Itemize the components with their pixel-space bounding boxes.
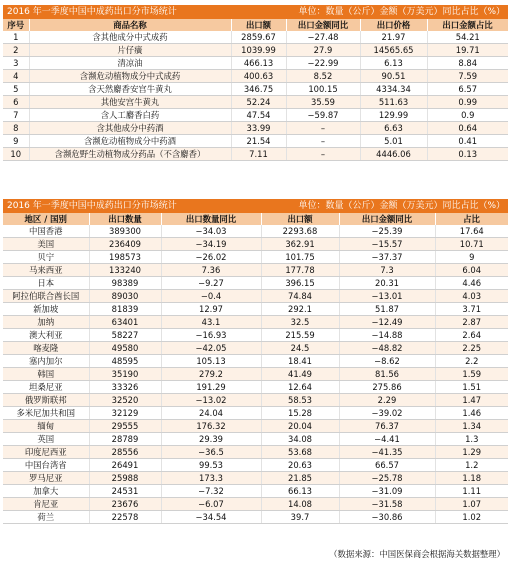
table-cell: 1.11: [435, 485, 508, 498]
table-cell: −41.35: [339, 446, 435, 459]
table-title-bar: [3, 199, 508, 213]
table-cell: 19.71: [427, 44, 508, 57]
table-cell: 66.13: [261, 485, 339, 498]
table-cell: −34.03: [161, 225, 261, 238]
header-value-share: 出口金额占比: [427, 19, 508, 31]
table-cell: −31.58: [339, 498, 435, 511]
table-cell: 129.99: [360, 109, 427, 122]
table-cell: 坦桑尼亚: [3, 381, 89, 394]
table-cell: 32.5: [261, 316, 339, 329]
table-row: [3, 420, 508, 433]
table-cell: −48.82: [339, 342, 435, 355]
table-cell: 39.7: [261, 511, 339, 524]
table-body: [3, 31, 508, 161]
table-row: [3, 316, 508, 329]
table-cell: 2.87: [435, 316, 508, 329]
table-title: 2016 年一季度中国中成药出口分市场统计: [3, 199, 261, 213]
table-cell: 24.5: [261, 342, 339, 355]
table-row: [3, 485, 508, 498]
table-cell: –: [286, 135, 360, 148]
table-cell: 1.46: [435, 407, 508, 420]
table-cell: 5.01: [360, 135, 427, 148]
table-cell: 10: [3, 148, 29, 161]
table-cell: 塞内加尔: [3, 355, 89, 368]
table-row: [3, 96, 508, 109]
table-cell: 362.91: [261, 238, 339, 251]
table-cell: −59.87: [286, 109, 360, 122]
table-cell: –: [286, 122, 360, 135]
table-cell: 215.59: [261, 329, 339, 342]
data-source-note: （数据来源：中国医保商会根据海关数据整理）: [329, 549, 505, 559]
table-row: [3, 368, 508, 381]
table-cell: 片仔癀: [29, 44, 231, 57]
table-cell: 2.29: [339, 394, 435, 407]
header-export-value: 出口额: [231, 19, 286, 31]
table-cell: 含其他成分中药酒: [29, 122, 231, 135]
table-cell: −42.05: [161, 342, 261, 355]
table-row: [3, 148, 508, 161]
header-share: 占比: [435, 213, 508, 225]
table-row: [3, 342, 508, 355]
table-cell: 33.99: [231, 122, 286, 135]
table-cell: −36.5: [161, 446, 261, 459]
header-export-value: 出口额: [261, 213, 339, 225]
table-header-row: [3, 213, 508, 225]
table-unit-note: 单位：数量（公斤）金额（万美元）同比占比（%）: [286, 5, 508, 19]
table-cell: 加拿大: [3, 485, 89, 498]
table-row: [3, 355, 508, 368]
table-row: [3, 459, 508, 472]
table-row: [3, 83, 508, 96]
table-title-bar: [3, 5, 508, 19]
table-cell: 缅甸: [3, 420, 89, 433]
table-cell: 4446.06: [360, 148, 427, 161]
table-cell: 52.24: [231, 96, 286, 109]
table-cell: −31.09: [339, 485, 435, 498]
table-cell: 2.25: [435, 342, 508, 355]
table-cell: 63401: [89, 316, 161, 329]
table-cell: 韩国: [3, 368, 89, 381]
table-cell: 21.97: [360, 31, 427, 44]
table-cell: 2: [3, 44, 29, 57]
table-cell: 美国: [3, 238, 89, 251]
table-cell: 8: [3, 122, 29, 135]
table-cell: 0.64: [427, 122, 508, 135]
table-cell: 100.15: [286, 83, 360, 96]
table-row: [3, 109, 508, 122]
table-cell: 176.32: [161, 420, 261, 433]
table-cell: 20.04: [261, 420, 339, 433]
table-cell: 8.52: [286, 70, 360, 83]
table-row: [3, 135, 508, 148]
table-cell: 35.59: [286, 96, 360, 109]
header-product-name: 商品名称: [29, 19, 231, 31]
table-cell: 28556: [89, 446, 161, 459]
table-cell: 32129: [89, 407, 161, 420]
table-row: [3, 381, 508, 394]
table-cell: 2859.67: [231, 31, 286, 44]
table-cell: 511.63: [360, 96, 427, 109]
table-cell: 81.56: [339, 368, 435, 381]
table-cell: 34.08: [261, 433, 339, 446]
table-cell: 1.51: [435, 381, 508, 394]
table-cell: 173.3: [161, 472, 261, 485]
header-export-price: 出口价格: [360, 19, 427, 31]
table-cell: 含濒危野生动植物成分药品（不含麝香）: [29, 148, 231, 161]
table-row: [3, 329, 508, 342]
table-cell: −4.41: [339, 433, 435, 446]
table-cell: 18.41: [261, 355, 339, 368]
table-cell: −25.39: [339, 225, 435, 238]
table-cell: 1.29: [435, 446, 508, 459]
table-cell: 25988: [89, 472, 161, 485]
table-row: [3, 277, 508, 290]
table-cell: 0.41: [427, 135, 508, 148]
table-cell: 含濒危动植物成分中式成药: [29, 70, 231, 83]
table-cell: −22.99: [286, 57, 360, 70]
table-title: 2016 年一季度中国中成药出口分市场统计: [3, 5, 286, 19]
table-header-row: [3, 19, 508, 31]
table-cell: −6.07: [161, 498, 261, 511]
table-cell: 20.63: [261, 459, 339, 472]
table-cell: 6: [3, 96, 29, 109]
table-cell: 0.99: [427, 96, 508, 109]
table-cell: 400.63: [231, 70, 286, 83]
table-cell: 24.04: [161, 407, 261, 420]
table-cell: 10.71: [435, 238, 508, 251]
table-cell: 74.84: [261, 290, 339, 303]
table-cell: 90.51: [360, 70, 427, 83]
table-cell: 32520: [89, 394, 161, 407]
table-cell: 47.54: [231, 109, 286, 122]
table-cell: 1: [3, 31, 29, 44]
table-cell: 贝宁: [3, 251, 89, 264]
table-cell: −39.02: [339, 407, 435, 420]
table-cell: 含其他成分中式成药: [29, 31, 231, 44]
table-row: [3, 251, 508, 264]
table-cell: −30.86: [339, 511, 435, 524]
table-row: [3, 31, 508, 44]
table-cell: 346.75: [231, 83, 286, 96]
table-cell: 58.53: [261, 394, 339, 407]
table-row: [3, 70, 508, 83]
table-cell: 21.85: [261, 472, 339, 485]
table-cell: 101.75: [261, 251, 339, 264]
table-cell: 81839: [89, 303, 161, 316]
table-unit-note: 单位：数量（公斤）金额（万美元）同比占比（%）: [261, 199, 508, 213]
table-cell: 7: [3, 109, 29, 122]
table-cell: 89030: [89, 290, 161, 303]
table-row: [3, 44, 508, 57]
table-cell: −16.93: [161, 329, 261, 342]
table-cell: 2293.68: [261, 225, 339, 238]
table-cell: 5: [3, 83, 29, 96]
table-cell: 3.71: [435, 303, 508, 316]
table-cell: 98389: [89, 277, 161, 290]
table-cell: −13.02: [161, 394, 261, 407]
table-cell: 66.57: [339, 459, 435, 472]
table-cell: 466.13: [231, 57, 286, 70]
table-row: [3, 225, 508, 238]
table-cell: 1.47: [435, 394, 508, 407]
table-cell: −15.57: [339, 238, 435, 251]
table-cell: 1.18: [435, 472, 508, 485]
table-cell: 29.39: [161, 433, 261, 446]
table-cell: 105.13: [161, 355, 261, 368]
table-cell: 48595: [89, 355, 161, 368]
table-cell: 9: [3, 135, 29, 148]
table-cell: −8.62: [339, 355, 435, 368]
table-cell: 7.36: [161, 264, 261, 277]
table-row: [3, 290, 508, 303]
table-cell: 6.04: [435, 264, 508, 277]
table-cell: −9.27: [161, 277, 261, 290]
table-cell: −0.4: [161, 290, 261, 303]
header-index: 序号: [3, 19, 29, 31]
table-cell: 133240: [89, 264, 161, 277]
table-cell: 43.1: [161, 316, 261, 329]
header-export-quantity: 出口数量: [89, 213, 161, 225]
market-export-table: [3, 199, 509, 524]
table-cell: 印度尼西亚: [3, 446, 89, 459]
table-cell: 7.3: [339, 264, 435, 277]
table-cell: 8.84: [427, 57, 508, 70]
table-cell: −14.88: [339, 329, 435, 342]
table-cell: 27.9: [286, 44, 360, 57]
table-cell: 12.97: [161, 303, 261, 316]
table-cell: 29555: [89, 420, 161, 433]
table-cell: 21.54: [231, 135, 286, 148]
table-row: [3, 264, 508, 277]
table-cell: −25.78: [339, 472, 435, 485]
table-cell: 1.2: [435, 459, 508, 472]
table-row: [3, 57, 508, 70]
table-cell: 多米尼加共和国: [3, 407, 89, 420]
table-cell: 7.11: [231, 148, 286, 161]
table-cell: 28789: [89, 433, 161, 446]
table-cell: 4: [3, 70, 29, 83]
table-cell: 17.64: [435, 225, 508, 238]
table-cell: −13.01: [339, 290, 435, 303]
table-cell: 14565.65: [360, 44, 427, 57]
table-row: [3, 122, 508, 135]
table-cell: 6.57: [427, 83, 508, 96]
table-cell: 4.46: [435, 277, 508, 290]
table-cell: 198573: [89, 251, 161, 264]
table-cell: –: [286, 148, 360, 161]
table-cell: 英国: [3, 433, 89, 446]
table-cell: 含濒危动植物成分中药酒: [29, 135, 231, 148]
product-export-table: [3, 5, 509, 161]
table-cell: 24531: [89, 485, 161, 498]
header-region: 地区 / 国别: [3, 213, 89, 225]
table-cell: 阿拉伯联合酋长国: [3, 290, 89, 303]
table-cell: 荷兰: [3, 511, 89, 524]
table-cell: 26491: [89, 459, 161, 472]
table-row: [3, 433, 508, 446]
table-cell: −34.19: [161, 238, 261, 251]
table-row: [3, 238, 508, 251]
table-cell: 279.2: [161, 368, 261, 381]
table-cell: −7.32: [161, 485, 261, 498]
table-cell: 49580: [89, 342, 161, 355]
table-cell: 396.15: [261, 277, 339, 290]
header-value-yoy: 出口金额同比: [286, 19, 360, 31]
table-row: [3, 446, 508, 459]
table-row: [3, 394, 508, 407]
table-cell: 53.68: [261, 446, 339, 459]
table-cell: 14.08: [261, 498, 339, 511]
table-cell: 389300: [89, 225, 161, 238]
table-cell: 加纳: [3, 316, 89, 329]
table-cell: −34.54: [161, 511, 261, 524]
table-cell: 12.64: [261, 381, 339, 394]
table-cell: −12.49: [339, 316, 435, 329]
table-cell: 54.21: [427, 31, 508, 44]
table-cell: 7.59: [427, 70, 508, 83]
table-cell: 马来西亚: [3, 264, 89, 277]
table-cell: 1.02: [435, 511, 508, 524]
table-cell: 日本: [3, 277, 89, 290]
table-cell: 51.87: [339, 303, 435, 316]
table-cell: −37.37: [339, 251, 435, 264]
table-row: [3, 303, 508, 316]
table-cell: 3: [3, 57, 29, 70]
table-cell: 1.34: [435, 420, 508, 433]
table-row: [3, 511, 508, 524]
table-cell: 33326: [89, 381, 161, 394]
table-cell: 76.37: [339, 420, 435, 433]
table-cell: 6.63: [360, 122, 427, 135]
table-cell: 23676: [89, 498, 161, 511]
table-cell: 喀麦隆: [3, 342, 89, 355]
table-cell: 1.07: [435, 498, 508, 511]
table-cell: 0.13: [427, 148, 508, 161]
table-cell: 1.3: [435, 433, 508, 446]
table-cell: 含人工麝香白药: [29, 109, 231, 122]
table-cell: 4334.34: [360, 83, 427, 96]
table-row: [3, 472, 508, 485]
header-quantity-yoy: 出口数量同比: [161, 213, 261, 225]
table-cell: 41.49: [261, 368, 339, 381]
table-cell: 292.1: [261, 303, 339, 316]
table-cell: 中国香港: [3, 225, 89, 238]
table-cell: 275.86: [339, 381, 435, 394]
table-cell: 肯尼亚: [3, 498, 89, 511]
table-cell: 191.29: [161, 381, 261, 394]
table-cell: 177.78: [261, 264, 339, 277]
table-cell: 20.31: [339, 277, 435, 290]
table-cell: 6.13: [360, 57, 427, 70]
table-row: [3, 407, 508, 420]
table-cell: 9: [435, 251, 508, 264]
table-cell: 1039.99: [231, 44, 286, 57]
table-row: [3, 498, 508, 511]
table-cell: 2.2: [435, 355, 508, 368]
table-cell: 俄罗斯联邦: [3, 394, 89, 407]
table-cell: 1.59: [435, 368, 508, 381]
table-cell: 澳大利亚: [3, 329, 89, 342]
table-cell: 22578: [89, 511, 161, 524]
table-cell: 其他安宫牛黄丸: [29, 96, 231, 109]
table-cell: 新加坡: [3, 303, 89, 316]
table-cell: 中国台湾省: [3, 459, 89, 472]
table-cell: 58227: [89, 329, 161, 342]
table-cell: 0.9: [427, 109, 508, 122]
table-cell: 4.03: [435, 290, 508, 303]
table-cell: 35190: [89, 368, 161, 381]
table-cell: 15.28: [261, 407, 339, 420]
table-cell: 236409: [89, 238, 161, 251]
table-cell: −27.48: [286, 31, 360, 44]
table-cell: 含天然麝香安宫牛黄丸: [29, 83, 231, 96]
table-cell: 2.64: [435, 329, 508, 342]
table-body: [3, 225, 508, 524]
table-cell: 99.53: [161, 459, 261, 472]
table-cell: −26.02: [161, 251, 261, 264]
header-value-yoy: 出口金额同比: [339, 213, 435, 225]
table-cell: 罗马尼亚: [3, 472, 89, 485]
table-cell: 清凉油: [29, 57, 231, 70]
